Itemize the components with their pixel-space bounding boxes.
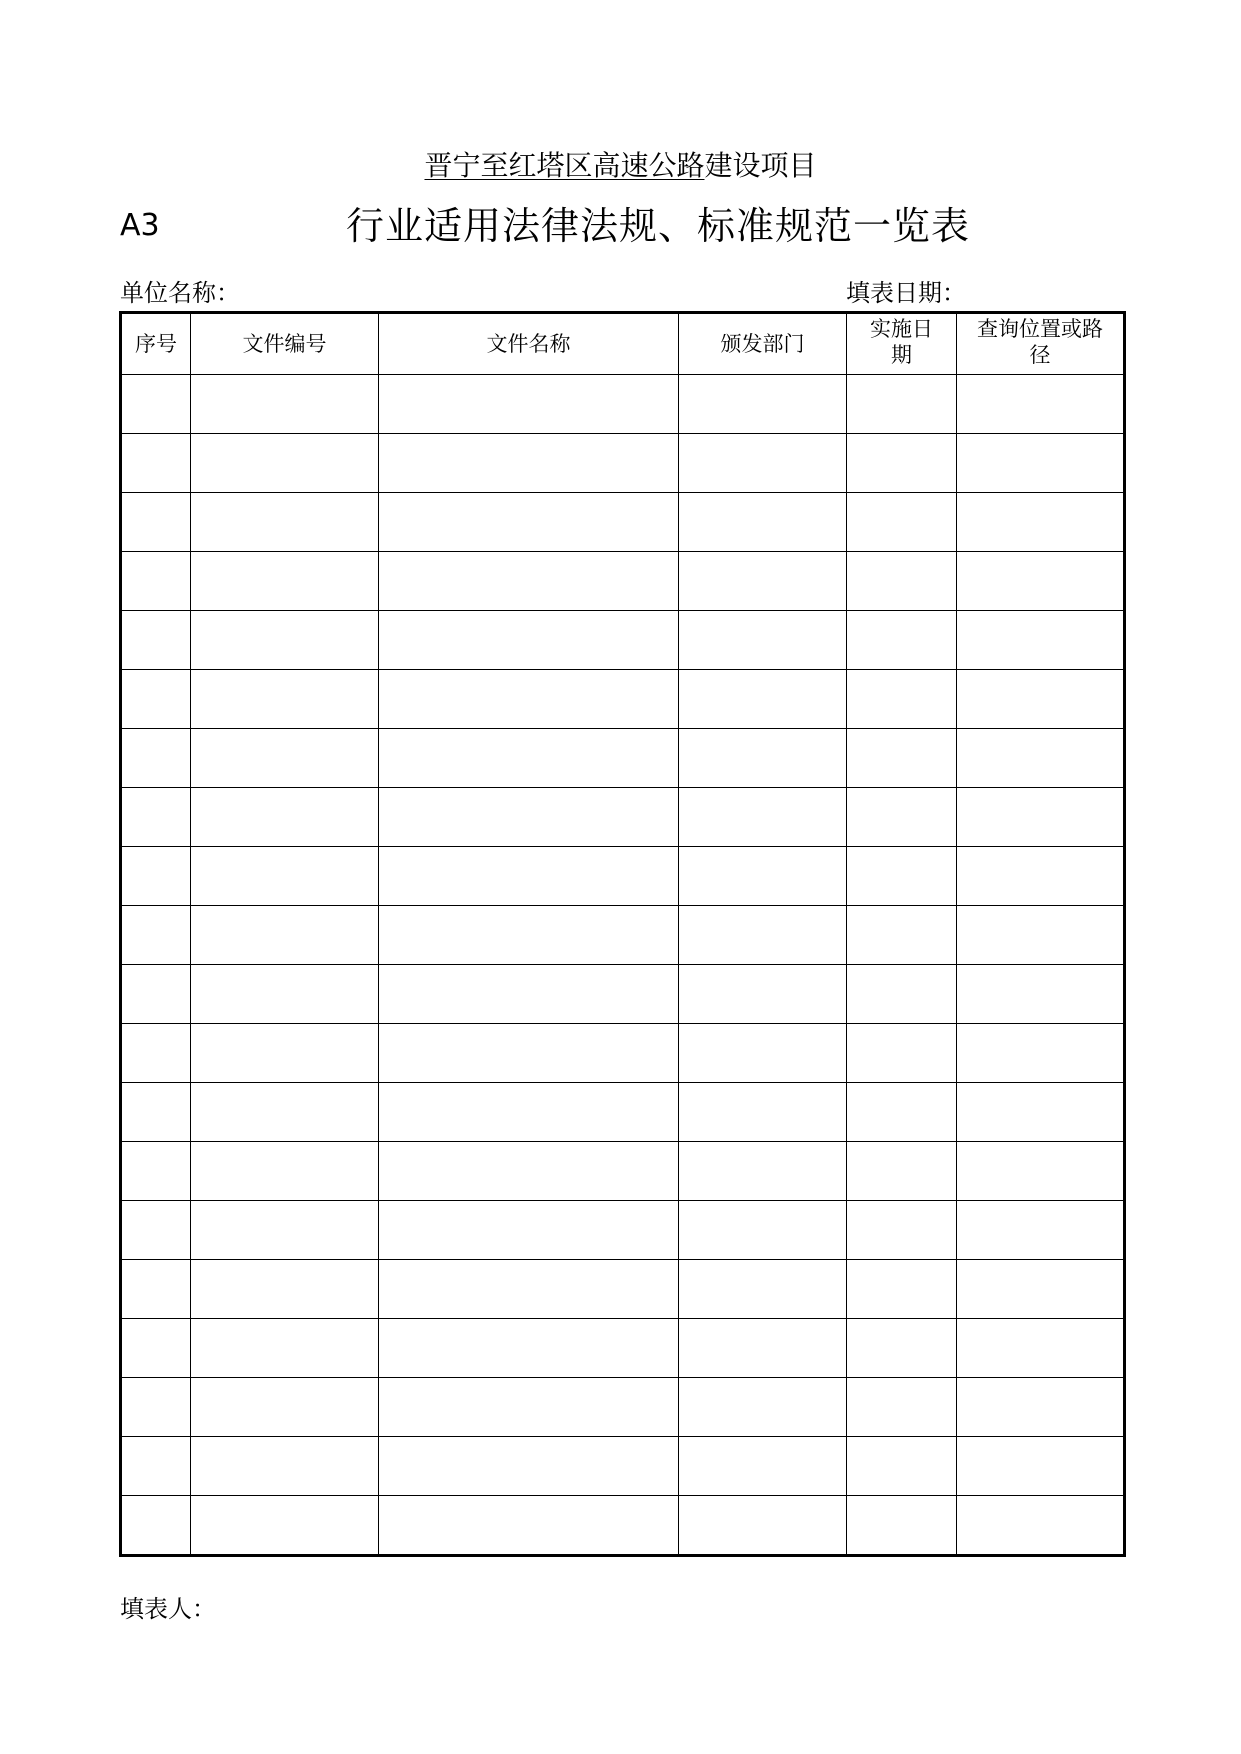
cell-doc-name[interactable] — [379, 1024, 679, 1083]
cell-doc-number[interactable] — [191, 434, 379, 493]
cell-issuer[interactable] — [679, 906, 847, 965]
cell-query-location[interactable] — [957, 375, 1125, 434]
cell-query-location[interactable] — [957, 493, 1125, 552]
cell-query-location[interactable] — [957, 434, 1125, 493]
cell-doc-name[interactable] — [379, 906, 679, 965]
cell-effective-date[interactable] — [847, 788, 957, 847]
cell-doc-number[interactable] — [191, 1142, 379, 1201]
cell-seq[interactable] — [121, 375, 191, 434]
cell-query-location[interactable] — [957, 729, 1125, 788]
cell-query-location[interactable] — [957, 670, 1125, 729]
cell-effective-date[interactable] — [847, 729, 957, 788]
cell-effective-date[interactable] — [847, 493, 957, 552]
cell-query-location[interactable] — [957, 1142, 1125, 1201]
table-row — [121, 1201, 1125, 1260]
cell-query-location[interactable] — [957, 1083, 1125, 1142]
cell-doc-name[interactable] — [379, 611, 679, 670]
project-title — [0, 148, 1241, 184]
cell-doc-name[interactable] — [379, 1378, 679, 1437]
cell-query-location[interactable] — [957, 906, 1125, 965]
cell-doc-number[interactable] — [191, 847, 379, 906]
cell-issuer[interactable] — [679, 434, 847, 493]
cell-seq[interactable] — [121, 1083, 191, 1142]
cell-doc-number[interactable] — [191, 375, 379, 434]
cell-doc-name[interactable] — [379, 788, 679, 847]
cell-effective-date[interactable] — [847, 965, 957, 1024]
cell-issuer[interactable] — [679, 965, 847, 1024]
cell-issuer[interactable] — [679, 493, 847, 552]
cell-doc-number[interactable] — [191, 493, 379, 552]
fill-date-label: 填表日期： — [846, 279, 966, 307]
cell-doc-name[interactable] — [379, 847, 679, 906]
regulations-table — [119, 311, 1126, 1557]
cell-doc-number[interactable] — [191, 1083, 379, 1142]
cell-effective-date[interactable] — [847, 1496, 957, 1556]
cell-query-location[interactable] — [957, 847, 1125, 906]
table-row — [121, 788, 1125, 847]
cell-seq[interactable] — [121, 847, 191, 906]
header-issuer: 颁发部门 — [679, 313, 847, 375]
cell-effective-date[interactable] — [847, 906, 957, 965]
header-seq: 序号 — [121, 313, 191, 375]
cell-issuer[interactable] — [679, 670, 847, 729]
cell-doc-number[interactable] — [191, 1378, 379, 1437]
cell-doc-number[interactable] — [191, 1437, 379, 1496]
cell-issuer[interactable] — [679, 1142, 847, 1201]
cell-seq[interactable] — [121, 434, 191, 493]
table-row — [121, 847, 1125, 906]
cell-doc-name[interactable] — [379, 434, 679, 493]
table-row — [121, 670, 1125, 729]
cell-seq[interactable] — [121, 1496, 191, 1556]
cell-issuer[interactable] — [679, 1260, 847, 1319]
cell-issuer[interactable] — [679, 1083, 847, 1142]
cell-issuer[interactable] — [679, 729, 847, 788]
cell-doc-name[interactable] — [379, 1319, 679, 1378]
cell-doc-number[interactable] — [191, 729, 379, 788]
filler-label: 填表人： — [120, 1595, 216, 1623]
cell-seq[interactable] — [121, 788, 191, 847]
cell-issuer[interactable] — [679, 1201, 847, 1260]
cell-doc-name[interactable] — [379, 1260, 679, 1319]
table-row — [121, 729, 1125, 788]
cell-doc-name[interactable] — [379, 493, 679, 552]
cell-doc-number[interactable] — [191, 788, 379, 847]
cell-doc-name[interactable] — [379, 1142, 679, 1201]
cell-doc-number[interactable] — [191, 670, 379, 729]
cell-query-location[interactable] — [957, 788, 1125, 847]
cell-doc-number[interactable] — [191, 611, 379, 670]
cell-doc-name[interactable] — [379, 729, 679, 788]
cell-issuer[interactable] — [679, 611, 847, 670]
cell-doc-name[interactable] — [379, 1083, 679, 1142]
cell-doc-number[interactable] — [191, 1496, 379, 1556]
cell-doc-number[interactable] — [191, 965, 379, 1024]
cell-seq[interactable] — [121, 1437, 191, 1496]
table-row — [121, 611, 1125, 670]
project-title-rest: 建设项目 — [704, 149, 817, 182]
cell-seq[interactable] — [121, 1142, 191, 1201]
cell-issuer[interactable] — [679, 1024, 847, 1083]
cell-query-location[interactable] — [957, 1201, 1125, 1260]
cell-issuer[interactable] — [679, 847, 847, 906]
table-row — [121, 965, 1125, 1024]
project-title-underlined: 晋宁至红塔区高速公路 — [424, 149, 705, 182]
cell-seq[interactable] — [121, 1260, 191, 1319]
table-row — [121, 375, 1125, 434]
table-row — [121, 1437, 1125, 1496]
cell-doc-name[interactable] — [379, 1201, 679, 1260]
cell-doc-number[interactable] — [191, 1319, 379, 1378]
cell-effective-date[interactable] — [847, 611, 957, 670]
table-row — [121, 493, 1125, 552]
cell-seq[interactable] — [121, 965, 191, 1024]
table-row — [121, 1378, 1125, 1437]
table-row — [121, 1260, 1125, 1319]
unit-name-label: 单位名称： — [120, 279, 240, 307]
cell-doc-number[interactable] — [191, 1201, 379, 1260]
cell-effective-date[interactable] — [847, 1437, 957, 1496]
cell-query-location[interactable] — [957, 1437, 1125, 1496]
cell-query-location[interactable] — [957, 1260, 1125, 1319]
cell-issuer[interactable] — [679, 1496, 847, 1556]
cell-doc-name[interactable] — [379, 670, 679, 729]
header-doc-name: 文件名称 — [379, 313, 679, 375]
cell-query-location[interactable] — [957, 1496, 1125, 1556]
cell-issuer[interactable] — [679, 552, 847, 611]
table-row — [121, 1319, 1125, 1378]
cell-seq[interactable] — [121, 1378, 191, 1437]
table-row — [121, 1083, 1125, 1142]
table-header-row — [121, 313, 1125, 375]
cell-seq[interactable] — [121, 1201, 191, 1260]
cell-doc-number[interactable] — [191, 1024, 379, 1083]
cell-seq[interactable] — [121, 1319, 191, 1378]
cell-doc-name[interactable] — [379, 552, 679, 611]
header-effective-date: 实施日期 — [847, 313, 957, 375]
header-doc-number: 文件编号 — [191, 313, 379, 375]
cell-effective-date[interactable] — [847, 434, 957, 493]
cell-seq[interactable] — [121, 729, 191, 788]
form-code: A3 — [120, 208, 160, 243]
cell-issuer[interactable] — [679, 1319, 847, 1378]
table-row — [121, 906, 1125, 965]
table-row — [121, 1024, 1125, 1083]
cell-seq[interactable] — [121, 493, 191, 552]
cell-query-location[interactable] — [957, 1378, 1125, 1437]
cell-query-location[interactable] — [957, 1319, 1125, 1378]
table-row — [121, 552, 1125, 611]
cell-doc-name[interactable] — [379, 1437, 679, 1496]
cell-effective-date[interactable] — [847, 552, 957, 611]
cell-effective-date[interactable] — [847, 1378, 957, 1437]
header-query-location: 查询位置或路径 — [957, 313, 1125, 375]
cell-effective-date[interactable] — [847, 1083, 957, 1142]
table-body — [121, 375, 1125, 1556]
cell-seq[interactable] — [121, 670, 191, 729]
cell-effective-date[interactable] — [847, 375, 957, 434]
cell-query-location[interactable] — [957, 552, 1125, 611]
cell-doc-number[interactable] — [191, 906, 379, 965]
cell-query-location[interactable] — [957, 1024, 1125, 1083]
cell-seq[interactable] — [121, 611, 191, 670]
cell-issuer[interactable] — [679, 375, 847, 434]
cell-effective-date[interactable] — [847, 670, 957, 729]
cell-effective-date[interactable] — [847, 1201, 957, 1260]
cell-doc-number[interactable] — [191, 552, 379, 611]
cell-query-location[interactable] — [957, 965, 1125, 1024]
cell-doc-name[interactable] — [379, 375, 679, 434]
cell-effective-date[interactable] — [847, 1024, 957, 1083]
table-row — [121, 434, 1125, 493]
cell-effective-date[interactable] — [847, 1260, 957, 1319]
cell-seq[interactable] — [121, 906, 191, 965]
cell-effective-date[interactable] — [847, 1319, 957, 1378]
cell-issuer[interactable] — [679, 1378, 847, 1437]
cell-issuer[interactable] — [679, 788, 847, 847]
form-title: 行业适用法律法规、标准规范一览表 — [346, 204, 971, 248]
cell-issuer[interactable] — [679, 1437, 847, 1496]
cell-doc-name[interactable] — [379, 965, 679, 1024]
cell-effective-date[interactable] — [847, 847, 957, 906]
cell-doc-number[interactable] — [191, 1260, 379, 1319]
cell-effective-date[interactable] — [847, 1142, 957, 1201]
cell-query-location[interactable] — [957, 611, 1125, 670]
table-row — [121, 1142, 1125, 1201]
cell-seq[interactable] — [121, 1024, 191, 1083]
cell-seq[interactable] — [121, 552, 191, 611]
cell-doc-name[interactable] — [379, 1496, 679, 1556]
table-row — [121, 1496, 1125, 1556]
